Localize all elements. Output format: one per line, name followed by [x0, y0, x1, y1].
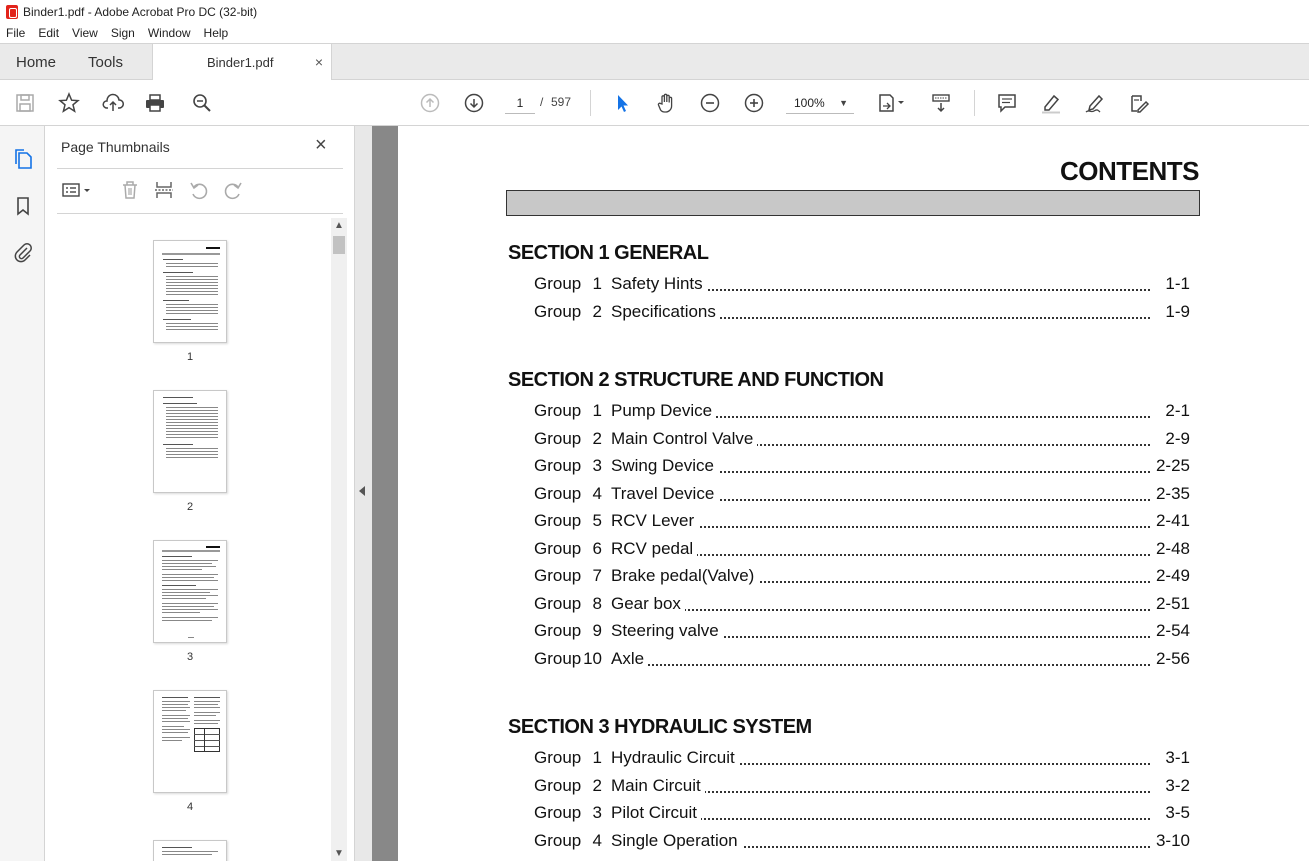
prev-page-icon[interactable]	[417, 90, 443, 116]
toc-group-label: Group	[534, 748, 582, 767]
star-icon[interactable]	[56, 90, 82, 116]
toc-entry-title: Gear box	[611, 594, 685, 614]
toc-group-number: 2	[592, 775, 602, 795]
tab-close-icon[interactable]: ×	[314, 54, 323, 70]
toc-entry-title: Pilot Circuit	[611, 803, 701, 823]
toc-entry-title: Swing Device	[611, 456, 718, 476]
pages-icon[interactable]	[10, 146, 36, 172]
toc-group-number: 10	[583, 648, 602, 668]
page-number-input[interactable]: 1	[505, 92, 535, 114]
menu-bar	[0, 23, 1309, 43]
thumbnail-label-3: 3	[186, 651, 194, 663]
page-thumbnail-2[interactable]	[153, 390, 227, 493]
toc-entry-title: Specifications	[611, 302, 720, 322]
toc-page-number: 2-56	[1155, 648, 1190, 668]
toc-entry-title: RCV pedal	[611, 539, 697, 559]
left-rail	[0, 126, 45, 861]
toc-entry-title: Single Operation	[611, 831, 742, 851]
toc-entry[interactable]	[534, 748, 1190, 772]
toc-entry[interactable]	[534, 274, 1190, 298]
delete-icon[interactable]	[118, 178, 142, 202]
toc-group-number: 6	[592, 538, 602, 558]
toc-entry[interactable]	[534, 302, 1190, 326]
toc-page-number: 3-1	[1154, 748, 1190, 768]
toc-group-number: 5	[592, 511, 602, 530]
zoom-level-value: 100%	[794, 96, 825, 110]
bookmark-icon[interactable]	[10, 193, 36, 219]
toc-entry[interactable]	[534, 539, 1190, 563]
page-thumbnail-4[interactable]	[153, 690, 227, 793]
toc-entry-title: Hydraulic Circuit	[611, 748, 739, 768]
toc-group-label: Group	[534, 593, 582, 613]
toc-page-number: 2-41	[1155, 511, 1190, 530]
toc-entry-title: Brake pedal(Valve)	[611, 566, 758, 586]
toc-page-number: 2-54	[1155, 621, 1190, 640]
extract-pages-icon[interactable]	[152, 178, 176, 202]
toc-group-number: 1	[592, 748, 602, 767]
toc-group-label: Group	[534, 274, 582, 293]
menu-view[interactable]: View	[72, 26, 98, 40]
tab-document-label: Binder1.pdf	[207, 55, 274, 70]
comment-icon[interactable]	[994, 90, 1020, 116]
chevron-down-icon: ▼	[839, 98, 848, 108]
toc-entry-title: Safety Hints	[611, 274, 707, 294]
menu-window[interactable]: Window	[147, 26, 191, 40]
select-cursor-icon[interactable]	[609, 90, 635, 116]
toc-page-number: 2-1	[1154, 401, 1190, 421]
toc-group-number: 2	[592, 428, 602, 448]
toc-page-number: 3-10	[1155, 830, 1190, 850]
page-thumbnail-5[interactable]	[153, 840, 227, 861]
edit-icon[interactable]	[1126, 90, 1152, 116]
scroll-up-icon[interactable]: ▲	[334, 220, 344, 231]
tab-bar	[0, 43, 1309, 80]
toc-group-number: 2	[592, 301, 602, 321]
toc-page-number: 3-2	[1154, 776, 1190, 796]
zoom-out-icon[interactable]	[697, 90, 723, 116]
toc-entry[interactable]	[534, 621, 1190, 645]
toc-entry[interactable]	[534, 456, 1190, 480]
heading-bar	[506, 190, 1200, 216]
upload-icon[interactable]	[100, 90, 126, 116]
thumbnail-list	[45, 232, 331, 861]
toc-entry[interactable]	[534, 594, 1190, 618]
toc-page-number: 1-1	[1154, 274, 1190, 294]
toc-entry-title: Main Control Valve	[611, 429, 757, 449]
rotate-right-icon[interactable]	[221, 178, 245, 202]
toc-group-label: Group	[534, 566, 582, 585]
document-view[interactable]	[372, 126, 1309, 861]
toc-group-label: Group	[534, 775, 582, 795]
toc-page-number: 2-48	[1155, 538, 1190, 558]
attachment-icon[interactable]	[10, 239, 36, 265]
toc-entry[interactable]	[534, 803, 1190, 827]
toc-group-label: Group	[534, 401, 582, 420]
thumbnail-label-2: 2	[186, 501, 194, 513]
thumbnail-label-1: 1	[186, 351, 194, 363]
search-zoom-icon[interactable]	[189, 90, 215, 116]
title-bar	[0, 0, 1309, 23]
toc-entry[interactable]	[534, 401, 1190, 425]
toc-group-label: Group	[534, 648, 582, 668]
toc-group-number: 1	[592, 274, 602, 293]
toc-group-number: 1	[592, 401, 602, 420]
section-heading: SECTION 2 STRUCTURE AND FUNCTION	[508, 369, 884, 391]
page-thumbnail-3[interactable]	[153, 540, 227, 643]
zoom-in-icon[interactable]	[741, 90, 767, 116]
next-page-icon[interactable]	[461, 90, 487, 116]
toc-entry-title: Travel Device	[611, 484, 718, 504]
page-fit-icon[interactable]	[873, 90, 909, 116]
toc-entry[interactable]	[534, 566, 1190, 590]
toc-entry[interactable]	[534, 776, 1190, 800]
toc-page-number: 1-9	[1154, 302, 1190, 322]
toc-group-number: 8	[592, 593, 602, 613]
thumbnail-label-4: 4	[186, 801, 194, 813]
tab-home[interactable]: Home	[16, 53, 57, 71]
toc-group-label: Group	[534, 456, 582, 475]
sign-icon[interactable]	[1082, 90, 1108, 116]
toc-entry-title: Main Circuit	[611, 776, 705, 796]
toc-entry[interactable]	[534, 649, 1190, 673]
section-heading: SECTION 1 GENERAL	[508, 242, 709, 264]
toc-entry[interactable]	[534, 511, 1190, 535]
panel-title: Page Thumbnails	[61, 139, 170, 155]
toc-group-label: Group	[534, 511, 582, 530]
thumbnail-options-icon[interactable]	[59, 178, 95, 202]
toc-entry[interactable]	[534, 484, 1190, 508]
toc-leader-dots	[611, 609, 1150, 611]
section-heading: SECTION 3 HYDRAULIC SYSTEM	[508, 716, 812, 738]
contents-heading: CONTENTS	[1060, 156, 1199, 186]
highlight-icon[interactable]	[1038, 90, 1064, 116]
toc-group-number: 3	[592, 456, 602, 475]
menu-sign[interactable]: Sign	[110, 26, 135, 40]
divider	[57, 213, 343, 214]
menu-file[interactable]: File	[6, 26, 26, 40]
collapse-panel-icon[interactable]	[359, 486, 365, 496]
toc-group-number: 7	[592, 566, 602, 585]
toc-group-label: Group	[534, 621, 582, 640]
toc-group-label: Group	[534, 483, 582, 503]
rotate-left-icon[interactable]	[187, 178, 211, 202]
close-icon[interactable]: ×	[315, 134, 327, 156]
toc-entry-title: Pump Device	[611, 401, 716, 421]
page-thumbnails-panel	[45, 126, 354, 861]
toc-entry-title: RCV Lever	[611, 511, 698, 531]
toc-page-number: 2-25	[1155, 456, 1190, 475]
menu-edit[interactable]: Edit	[38, 26, 60, 40]
scroll-down-icon[interactable]: ▼	[334, 848, 344, 859]
page-separator: /	[540, 95, 544, 109]
panel-splitter[interactable]	[354, 126, 372, 861]
toc-page-number: 2-49	[1155, 566, 1190, 585]
toolbar-divider	[590, 90, 591, 116]
toolbar-divider-2	[974, 90, 975, 116]
toc-leader-dots	[611, 664, 1150, 666]
toc-entry-title: Steering valve	[611, 621, 723, 641]
tab-document[interactable]	[152, 44, 332, 81]
toc-group-label: Group	[534, 803, 582, 822]
toc-entry-title: Axle	[611, 649, 648, 669]
toc-entry[interactable]	[534, 429, 1190, 453]
menu-help[interactable]: Help	[203, 26, 229, 40]
toc-group-number: 9	[592, 621, 602, 640]
toc-group-number: 4	[592, 830, 602, 850]
pdf-page	[398, 126, 1309, 861]
toc-page-number: 2-9	[1154, 429, 1190, 449]
toc-group-label: Group	[534, 301, 582, 321]
window-title: Binder1.pdf - Adobe Acrobat Pro DC (32-bit)	[23, 4, 258, 19]
toc-group-number: 4	[592, 483, 602, 503]
toc-group-number: 3	[592, 803, 602, 822]
toc-entry[interactable]	[534, 831, 1190, 855]
page-total: 597	[551, 95, 572, 109]
scrollbar-thumb[interactable]	[333, 236, 345, 254]
toc-page-number: 3-5	[1154, 803, 1190, 823]
hand-icon[interactable]	[653, 90, 679, 116]
toc-page-number: 2-51	[1155, 593, 1190, 613]
toc-group-label: Group	[534, 830, 582, 850]
page-thumbnail-1[interactable]	[153, 240, 227, 343]
thumbnail-scrollbar[interactable]	[331, 218, 347, 861]
tab-tools[interactable]: Tools	[88, 53, 124, 71]
toc-page-number: 2-35	[1155, 483, 1190, 503]
zoom-level-select[interactable]	[786, 92, 854, 114]
print-icon[interactable]	[142, 90, 168, 116]
acrobat-pdf-icon	[6, 5, 18, 19]
scroll-mode-icon[interactable]	[928, 90, 954, 116]
divider	[57, 168, 343, 169]
toc-group-label: Group	[534, 538, 582, 558]
save-icon[interactable]	[12, 90, 38, 116]
toc-group-label: Group	[534, 428, 582, 448]
